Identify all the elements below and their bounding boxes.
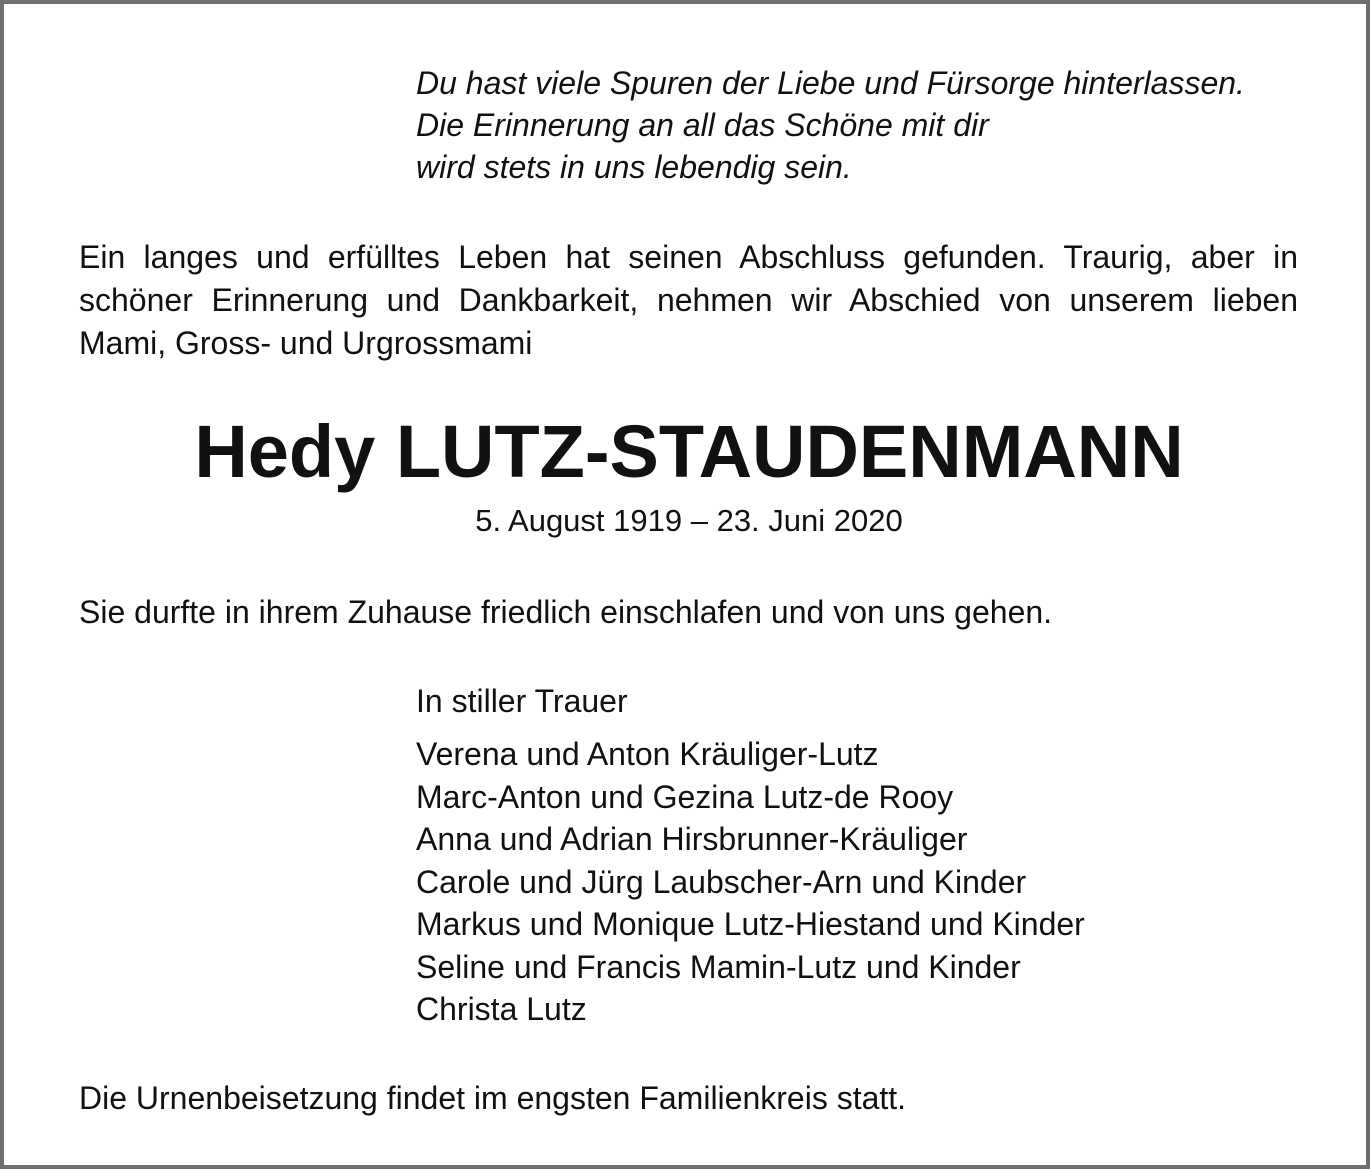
mourner-entry: Christa Lutz [416, 991, 587, 1027]
deceased-name: Hedy LUTZ-STAUDENMANN [194, 410, 1184, 493]
mourner-entry: Markus und Monique Lutz-Hiestand und Kinder [416, 906, 1085, 942]
motto-line: Die Erinnerung an all das Schöne mit dir [416, 107, 989, 143]
motto-line: Du hast viele Spuren der Liebe und Fürsorge hinterlassen. [416, 65, 1245, 101]
mourner-entry: Anna und Adrian Hirsbrunner-Kräuliger [416, 821, 968, 857]
mourner-entry: Verena und Anton Kräuliger-Lutz [416, 736, 879, 772]
mourner-entry: Seline und Francis Mamin-Lutz und Kinder [416, 948, 1021, 985]
mourning-label: In stiller Trauer [416, 683, 628, 719]
intro-paragraph: Ein langes und erfülltes Leben hat seinen Abschluss gefunden. Traurig, aber in schöner Erinnerung und Dankbarkeit, nehmen wir Abschied von unserem lieben Mami, Gross- und Urgrossmami [79, 239, 1298, 361]
life-dates: 5. August 1919 – 23. Juni 2020 [475, 503, 903, 538]
mourner-entry: Marc-Anton und Gezina Lutz-de Rooy [416, 778, 954, 815]
burial-notice: Die Urnenbeisetzung findet im engsten Familienkreis statt. [79, 1080, 907, 1116]
mourner-entry: Carole und Jürg Laubscher-Arn und Kinder [416, 863, 1027, 900]
motto-quote [416, 62, 1316, 188]
mourners-list [416, 733, 1085, 1031]
motto-line: wird stets in uns lebendig sein. [416, 149, 852, 185]
passing-statement: Sie durfte in ihrem Zuhause friedlich einschlafen und von uns gehen. [79, 594, 1053, 630]
